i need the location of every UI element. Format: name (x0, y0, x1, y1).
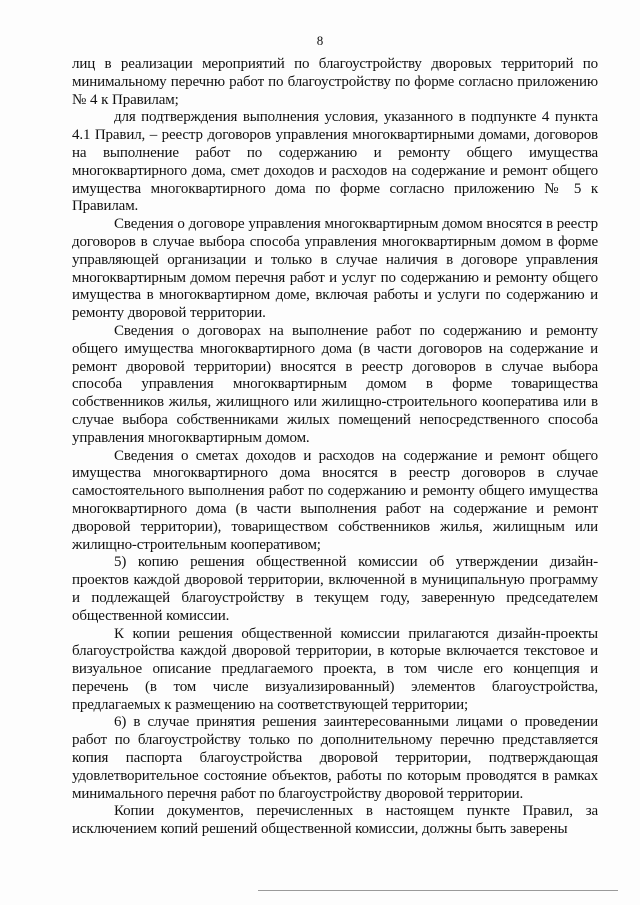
paragraph-item-6: 6) в случае принятия решения заинтересованными лицами о проведении работ по благоустройству только по дополнительному перечню представляется копия паспорта благоустройства дворовой территории, подтверждающая удовлетворительное состояние объектов, работы по которым проводятся в рамках минимального перечня работ по благоустройству дворовой территории. (72, 714, 598, 802)
paragraph-design-projects: К копии решения общественной комиссии прилагаются дизайн-проекты благоустройства каждой дворовой территории, в которые включается текстовое и визуальное описание предлагаемого проекта, в том числе его концепция и перечень (в том числе визуализированный) элементов благоустройства, предлагаемых к размещению на соответствующей территории; (72, 625, 598, 713)
scan-edge-line (258, 890, 618, 891)
document-body (72, 56, 598, 839)
paragraph-estimates: Сведения о сметах доходов и расходов на содержание и ремонт общего имущества многоквартирного дома вносятся в реестр договоров в случае самостоятельного выполнения работ по содержанию и ремонту общего имущества многоквартирного дома (в части выполнения работ на содержание и ремонт дворовой территории), товариществом собственников жилья, жилищным или жилищно-строительным кооперативом; (72, 447, 598, 553)
page-number: 8 (316, 33, 324, 48)
paragraph-item-5: 5) копию решения общественной комиссии об утверждении дизайн-проектов каждой дворовой территории, включенной в муниципальную программу и подлежащей благоустройству в текущем году, заверенную председателем общественной комиссии. (72, 554, 598, 624)
paragraph-copies: Копии документов, перечисленных в настоящем пункте Правил, за исключением копий решений общественной комиссии, должны быть заверены (72, 803, 598, 838)
paragraph-maintenance-contracts: Сведения о договорах на выполнение работ по содержанию и ремонту общего имущества многоквартирного дома (в части договоров на содержание и ремонт дворовой территории) вносятся в реестр договоров в случае выбора способа управления многоквартирным домом в форме товарищества собственников жилья, жилищного или жилищно-строительного кооператива или в случае выбора собственниками жилых помещений непосредственного способа управления многоквартирным домом. (72, 322, 598, 446)
paragraph-confirmation-condition: для подтверждения выполнения условия, указанного в подпункте 4 пункта 4.1 Правил, – реестр договоров управления многоквартирными домами, договоров на выполнение работ по содержанию и ремонту общего имущества многоквартирного дома, смет доходов и расходов на содержание и ремонт общего имущества многоквартирного дома по форме согласно приложению № 5 к Правилам. (72, 109, 598, 215)
paragraph-continuation: лиц в реализации мероприятий по благоустройству дворовых территорий по минимальному перечню работ по благоустройству по форме согласно приложению № 4 к Правилам; (72, 56, 598, 108)
paragraph-management-contract: Сведения о договоре управления многоквартирным домом вносятся в реестр договоров в случае выбора способа управления многоквартирным домом в форме управляющей организации и только в случае наличия в договоре управления многоквартирным домом перечня работ и услуг по содержанию и ремонту общего имущества в многоквартирном доме, включая работы и услуги по содержанию и ремонту дворовой территории. (72, 216, 598, 322)
